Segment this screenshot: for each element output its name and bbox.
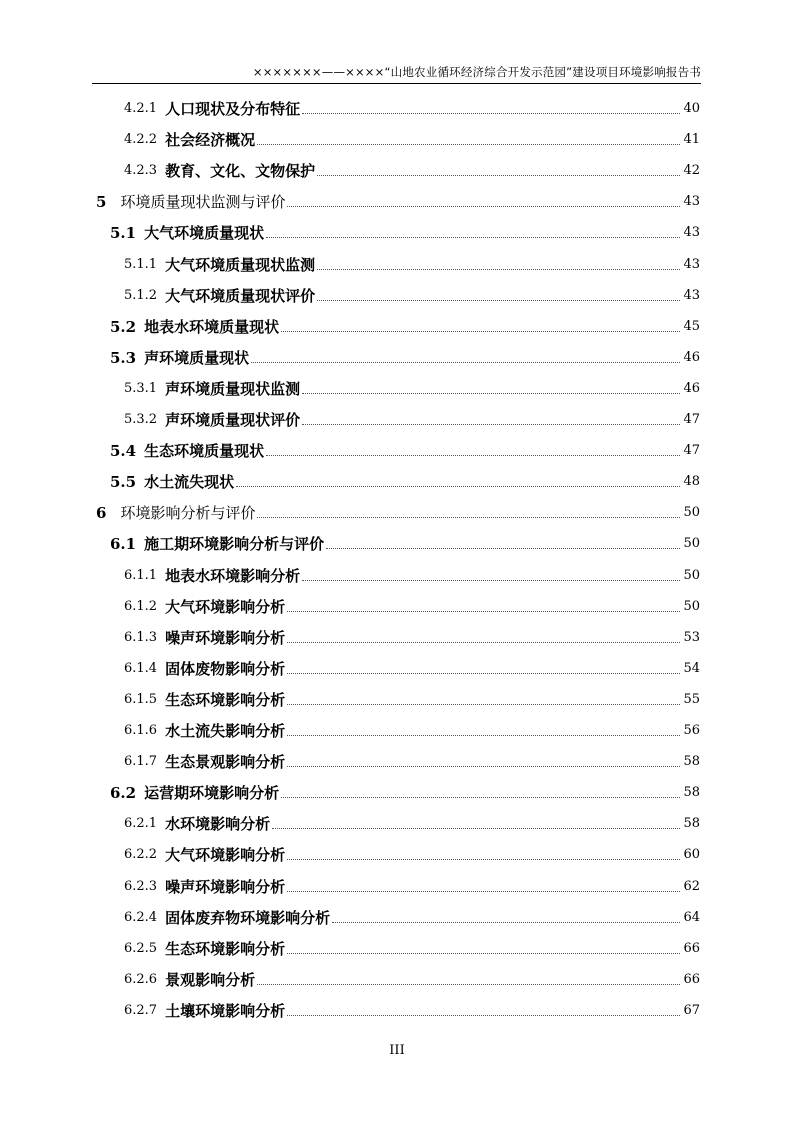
toc-entry[interactable] [110, 217, 700, 243]
toc-entry[interactable] [124, 155, 700, 181]
toc-entry-number: 6.2.7 [124, 1002, 158, 1018]
toc-entry-title: 大气环境质量现状监测 [165, 255, 316, 274]
toc-dot-leader [287, 735, 680, 736]
toc-entry-number: 5.3.1 [124, 380, 158, 396]
toc-entry[interactable] [124, 591, 700, 617]
toc-entry-title: 环境影响分析与评价 [120, 504, 256, 523]
toc-entry-title: 运营期环境影响分析 [144, 784, 280, 803]
toc-dot-leader [236, 486, 680, 487]
toc-entry-page: 50 [683, 536, 700, 552]
toc-dot-leader [287, 206, 680, 207]
toc-entry-title: 环境质量现状监测与评价 [120, 193, 286, 212]
toc-entry-title: 声环境质量现状 [144, 348, 250, 367]
toc-dot-leader [287, 611, 680, 612]
toc-entry-page: 55 [683, 691, 700, 707]
toc-dot-leader [302, 113, 680, 114]
toc-entry-page: 56 [683, 723, 700, 738]
toc-entry-page: 54 [683, 660, 700, 676]
toc-dot-leader [302, 393, 680, 394]
toc-entry[interactable] [110, 466, 700, 492]
toc-entry-title: 地表水环境质量现状 [144, 317, 280, 336]
toc-entry-title: 大气环境影响分析 [165, 846, 286, 865]
toc-entry-title: 声环境质量现状评价 [165, 411, 301, 429]
toc-entry-page: 43 [683, 225, 700, 241]
toc-entry-number: 6.2.4 [124, 909, 158, 925]
toc-dot-leader [332, 922, 680, 923]
toc-entry[interactable] [110, 342, 700, 368]
toc-entry[interactable] [124, 715, 700, 741]
toc-entry-number: 4.2.1 [124, 101, 158, 116]
toc-entry[interactable] [124, 964, 700, 990]
toc-entry-title: 固体废弃物环境影响分析 [165, 908, 331, 927]
toc-entry-number: 4.2.2 [124, 132, 158, 148]
toc-dot-leader [266, 455, 680, 456]
toc-entry[interactable] [124, 280, 700, 306]
toc-entry[interactable] [124, 622, 700, 648]
toc-dot-leader [317, 269, 680, 270]
toc-entry[interactable] [110, 777, 700, 803]
toc-entry-page: 47 [683, 443, 700, 459]
page-number: III [389, 1043, 405, 1058]
toc-entry-title: 大气环境影响分析 [165, 597, 286, 616]
toc-entry-title: 水环境影响分析 [165, 815, 271, 834]
toc-entry-number: 6.1.4 [124, 660, 158, 676]
toc-entry[interactable] [110, 311, 700, 337]
toc-entry-number: 5 [96, 193, 107, 212]
toc-entry-number: 6.1 [110, 535, 137, 554]
toc-entry-number: 6.1.1 [124, 567, 158, 583]
toc-dot-leader [317, 175, 680, 176]
toc-entry-number: 6.2.6 [124, 971, 158, 987]
toc-dot-leader [302, 424, 680, 425]
toc-entry[interactable] [110, 528, 700, 554]
toc-entry-title: 水土流失影响分析 [165, 722, 286, 740]
toc-dot-leader [287, 766, 680, 767]
toc-entry[interactable] [110, 435, 700, 461]
toc-entry-title: 教育、文化、文物保护 [165, 162, 316, 181]
toc-entry-number: 6.2.2 [124, 847, 158, 863]
toc-dot-leader [317, 300, 680, 301]
toc-dot-leader [287, 1015, 680, 1016]
toc-entry-number: 6.1.3 [124, 629, 158, 645]
toc-entry-number: 5.2 [110, 317, 137, 336]
toc-entry-page: 58 [683, 785, 700, 801]
toc-entry-page: 62 [683, 878, 700, 894]
toc-entry-title: 噪声环境影响分析 [165, 628, 286, 647]
toc-entry-title: 声环境质量现状监测 [165, 379, 301, 398]
toc-entry-page: 66 [683, 940, 700, 956]
toc-entry-title: 社会经济概况 [165, 131, 256, 150]
toc-entry[interactable] [124, 124, 700, 150]
toc-dot-leader [257, 984, 680, 985]
toc-entry-page: 47 [683, 412, 700, 427]
toc-entry-number: 6.2.5 [124, 940, 158, 956]
toc-entry-number: 6.2 [110, 784, 137, 803]
toc-entry[interactable] [124, 902, 700, 928]
toc-dot-leader [266, 237, 680, 238]
toc-entry[interactable] [124, 404, 700, 430]
toc-entry-page: 43 [683, 287, 700, 303]
toc-entry-page: 46 [683, 349, 700, 365]
toc-entry-title: 生态环境质量现状 [144, 442, 265, 461]
toc-entry-page: 64 [683, 909, 700, 925]
toc-entry-page: 43 [683, 256, 700, 272]
toc-entry[interactable] [124, 653, 700, 679]
toc-entry-page: 50 [683, 598, 700, 614]
toc-entry-page: 58 [683, 816, 700, 832]
toc-entry-number: 5.1.1 [124, 256, 158, 272]
toc-entry-page: 42 [683, 163, 700, 179]
toc-entry-page: 43 [683, 194, 700, 210]
toc-entry-title: 生态环境影响分析 [165, 939, 286, 958]
toc-entry-number: 5.3 [110, 348, 137, 367]
toc-entry-page: 60 [683, 847, 700, 863]
toc-entry-page: 48 [683, 474, 700, 490]
toc-entry-page: 40 [683, 101, 700, 116]
toc-entry-number: 5.4 [110, 442, 137, 461]
toc-entry-title: 噪声环境影响分析 [165, 877, 286, 896]
toc-entry-page: 58 [683, 754, 700, 770]
toc-entry-page: 46 [683, 380, 700, 396]
toc-entry[interactable] [96, 186, 700, 212]
toc-entry-number: 6.1.2 [124, 598, 158, 614]
toc-entry-number: 4.2.3 [124, 163, 158, 179]
toc-entry-number: 6.1.5 [124, 691, 158, 707]
toc-dot-leader [272, 828, 680, 829]
toc-entry[interactable] [124, 249, 700, 275]
toc-entry[interactable] [124, 684, 700, 710]
toc-entry-number: 6.2.1 [124, 816, 158, 832]
header-rule [92, 83, 701, 84]
toc-entry-number: 6.2.3 [124, 878, 158, 894]
toc-entry-number: 5.5 [110, 473, 137, 492]
toc-entry-title: 施工期环境影响分析与评价 [144, 535, 325, 554]
toc-dot-leader [287, 642, 680, 643]
toc-entry-number: 5.1 [110, 224, 137, 243]
toc-entry[interactable] [124, 746, 700, 772]
toc-entry-number: 6 [96, 504, 107, 523]
toc-dot-leader [257, 144, 680, 145]
toc-entry-title: 大气环境质量现状评价 [165, 286, 316, 305]
toc-entry-number: 5.1.2 [124, 287, 158, 303]
toc-entry[interactable] [124, 933, 700, 959]
running-header: ×××××××——××××“山地农业循环经济综合开发示范园”建设项目环境影响报告书 [252, 65, 701, 79]
toc-entry-number: 5.3.2 [124, 412, 158, 427]
toc-entry-page: 50 [683, 567, 700, 583]
toc-entry[interactable] [124, 373, 700, 399]
toc-dot-leader [287, 704, 680, 705]
toc-dot-leader [251, 362, 680, 363]
toc-entry[interactable] [124, 839, 700, 865]
toc-dot-leader [281, 331, 680, 332]
toc-entry-title: 人口现状及分布特征 [165, 100, 301, 118]
toc-entry[interactable] [124, 871, 700, 897]
toc-entry[interactable] [96, 497, 700, 523]
toc-entry-number: 6.1.6 [124, 723, 158, 738]
toc-entry[interactable] [124, 560, 700, 586]
toc-dot-leader [287, 859, 680, 860]
toc-entry-page: 41 [683, 132, 700, 148]
toc-entry-title: 水土流失现状 [144, 473, 235, 492]
toc-dot-leader [281, 797, 680, 798]
toc-dot-leader [257, 517, 680, 518]
toc-dot-leader [287, 673, 680, 674]
toc-dot-leader [302, 580, 680, 581]
toc-entry[interactable] [124, 995, 700, 1021]
toc-entry-page: 66 [683, 971, 700, 987]
toc-entry[interactable] [124, 93, 700, 119]
toc-entry-title: 地表水环境影响分析 [165, 566, 301, 585]
toc-entry-page: 53 [683, 629, 700, 645]
toc-entry[interactable] [124, 808, 700, 834]
toc-entry-title: 固体废物影响分析 [165, 659, 286, 678]
toc-entry-page: 67 [683, 1002, 700, 1018]
toc-entry-title: 景观影响分析 [165, 970, 256, 989]
toc-entry-title: 大气环境质量现状 [144, 224, 265, 243]
toc-entry-number: 6.1.7 [124, 754, 158, 770]
toc-entry-title: 生态景观影响分析 [165, 753, 286, 772]
toc-dot-leader [326, 548, 680, 549]
toc-entry-page: 50 [683, 505, 700, 521]
toc-dot-leader [287, 953, 680, 954]
toc-entry-title: 生态环境影响分析 [165, 690, 286, 709]
toc-dot-leader [287, 891, 680, 892]
toc-entry-page: 45 [683, 318, 700, 334]
toc-entry-title: 土壤环境影响分析 [165, 1001, 286, 1020]
